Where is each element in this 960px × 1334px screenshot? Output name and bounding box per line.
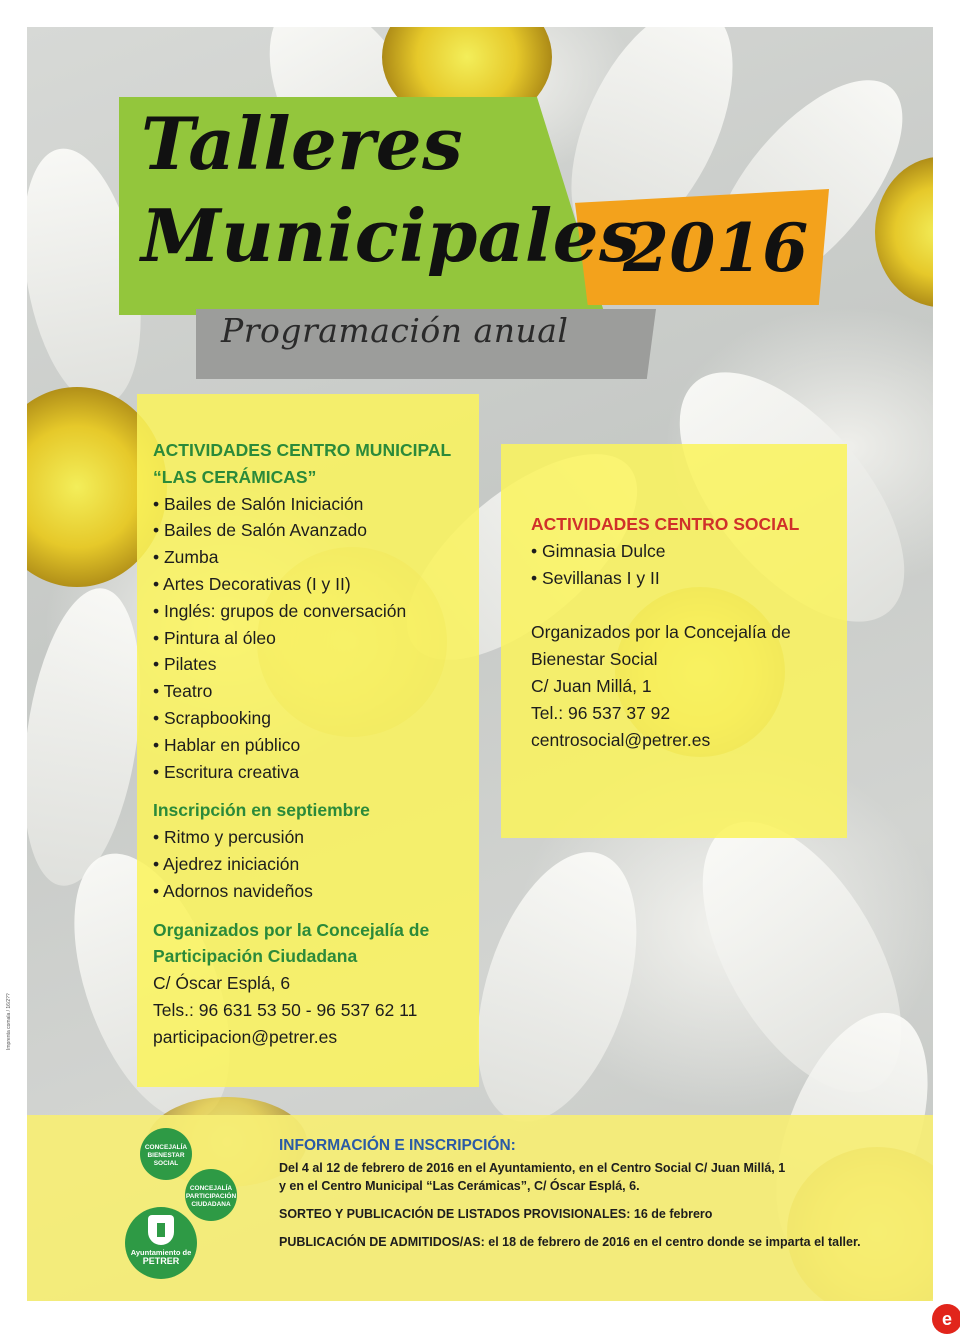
petal-shape (447, 832, 667, 1142)
right-org-line-1: Organizados por la Concejalía de (531, 622, 791, 643)
list-item: • Hablar en público (153, 734, 301, 755)
info-line-1: Del 4 al 12 de febrero de 2016 en el Ayuntamiento, en el Centro Social C/ Juan Millá, 1 (279, 1161, 786, 1175)
subtitle: Programación anual (221, 311, 569, 350)
september-heading: Inscripción en septiembre (153, 800, 370, 821)
logo-text: CIUDADANA (191, 1201, 231, 1208)
list-item: • Sevillanas I y II (531, 567, 660, 588)
logo-text: PETRER (142, 1256, 180, 1266)
participacion-ciudadana-logo (185, 1169, 237, 1221)
list-item: • Scrapbooking (153, 707, 272, 728)
printer-mark: Imprenta comala / 16/2?? (6, 993, 12, 1050)
poster (27, 27, 933, 1301)
list-item: • Zumba (153, 547, 219, 568)
logo-text: CONCEJALÍA (144, 1144, 188, 1151)
left-heading-line-1: ACTIVIDADES CENTRO MUNICIPAL (153, 440, 452, 460)
title-line-2: Municipales (141, 193, 641, 278)
left-phones: Tels.: 96 631 53 50 - 96 537 62 11 (153, 999, 418, 1020)
right-phone: Tel.: 96 537 37 92 (531, 702, 671, 723)
footer-info (279, 1137, 861, 1251)
info-line-2: y en el Centro Municipal “Las Cerámicas”, C/ Óscar Esplá, 6. (279, 1179, 640, 1193)
list-item: • Pintura al óleo (153, 627, 276, 648)
logo-text: CONCEJALÍA (189, 1185, 233, 1192)
list-item: • Bailes de Salón Iniciación (153, 493, 364, 514)
bienestar-social-logo (140, 1128, 192, 1180)
left-activity-list (153, 437, 473, 1051)
right-email: centrosocial@petrer.es (531, 729, 711, 750)
crest-icon (148, 1215, 174, 1245)
left-email: participacion@petrer.es (153, 1026, 338, 1047)
list-item: • Teatro (153, 681, 213, 702)
list-item: • Ajedrez iniciación (153, 853, 300, 874)
logo-text: Ayuntamiento de (130, 1248, 192, 1257)
list-item: • Pilates (153, 654, 217, 675)
info-sorteo: SORTEO Y PUBLICACIÓN DE LISTADOS PROVISIONALES: 16 de febrero (279, 1207, 713, 1221)
right-heading: ACTIVIDADES CENTRO SOCIAL (531, 514, 800, 534)
logo-text: BIENESTAR (147, 1152, 185, 1159)
info-heading: INFORMACIÓN E INSCRIPCIÓN: (279, 1137, 516, 1154)
list-item: • Bailes de Salón Avanzado (153, 520, 368, 541)
list-item: • Ritmo y percusión (153, 827, 305, 848)
ayuntamiento-petrer-logo (125, 1207, 197, 1279)
list-item: • Escritura creativa (153, 761, 300, 782)
title-line-1: Talleres (141, 101, 464, 186)
left-org-line-2: Participación Ciudadana (153, 946, 358, 967)
list-item: • Adornos navideños (153, 880, 313, 901)
corner-logo-icon: e (932, 1304, 960, 1334)
left-address: C/ Óscar Esplá, 6 (153, 973, 291, 994)
title-year: 2016 (623, 209, 809, 287)
right-address: C/ Juan Millá, 1 (531, 675, 652, 696)
list-item: • Artes Decorativas (I y II) (153, 573, 351, 594)
info-admitidos: PUBLICACIÓN DE ADMITIDOS/AS: el 18 de febrero de 2016 en el centro donde se imparta el taller. (279, 1235, 861, 1249)
left-heading-line-2: “LAS CERÁMICAS” (153, 466, 317, 487)
logo-text: PARTICIPACIÓN (185, 1193, 237, 1200)
list-item: • Inglés: grupos de conversación (153, 600, 407, 621)
logo-text: SOCIAL (153, 1160, 179, 1167)
list-item: • Gimnasia Dulce (531, 540, 666, 561)
right-activity-list (531, 511, 831, 753)
left-org-line-1: Organizados por la Concejalía de (153, 919, 430, 940)
right-org-line-2: Bienestar Social (531, 649, 658, 670)
